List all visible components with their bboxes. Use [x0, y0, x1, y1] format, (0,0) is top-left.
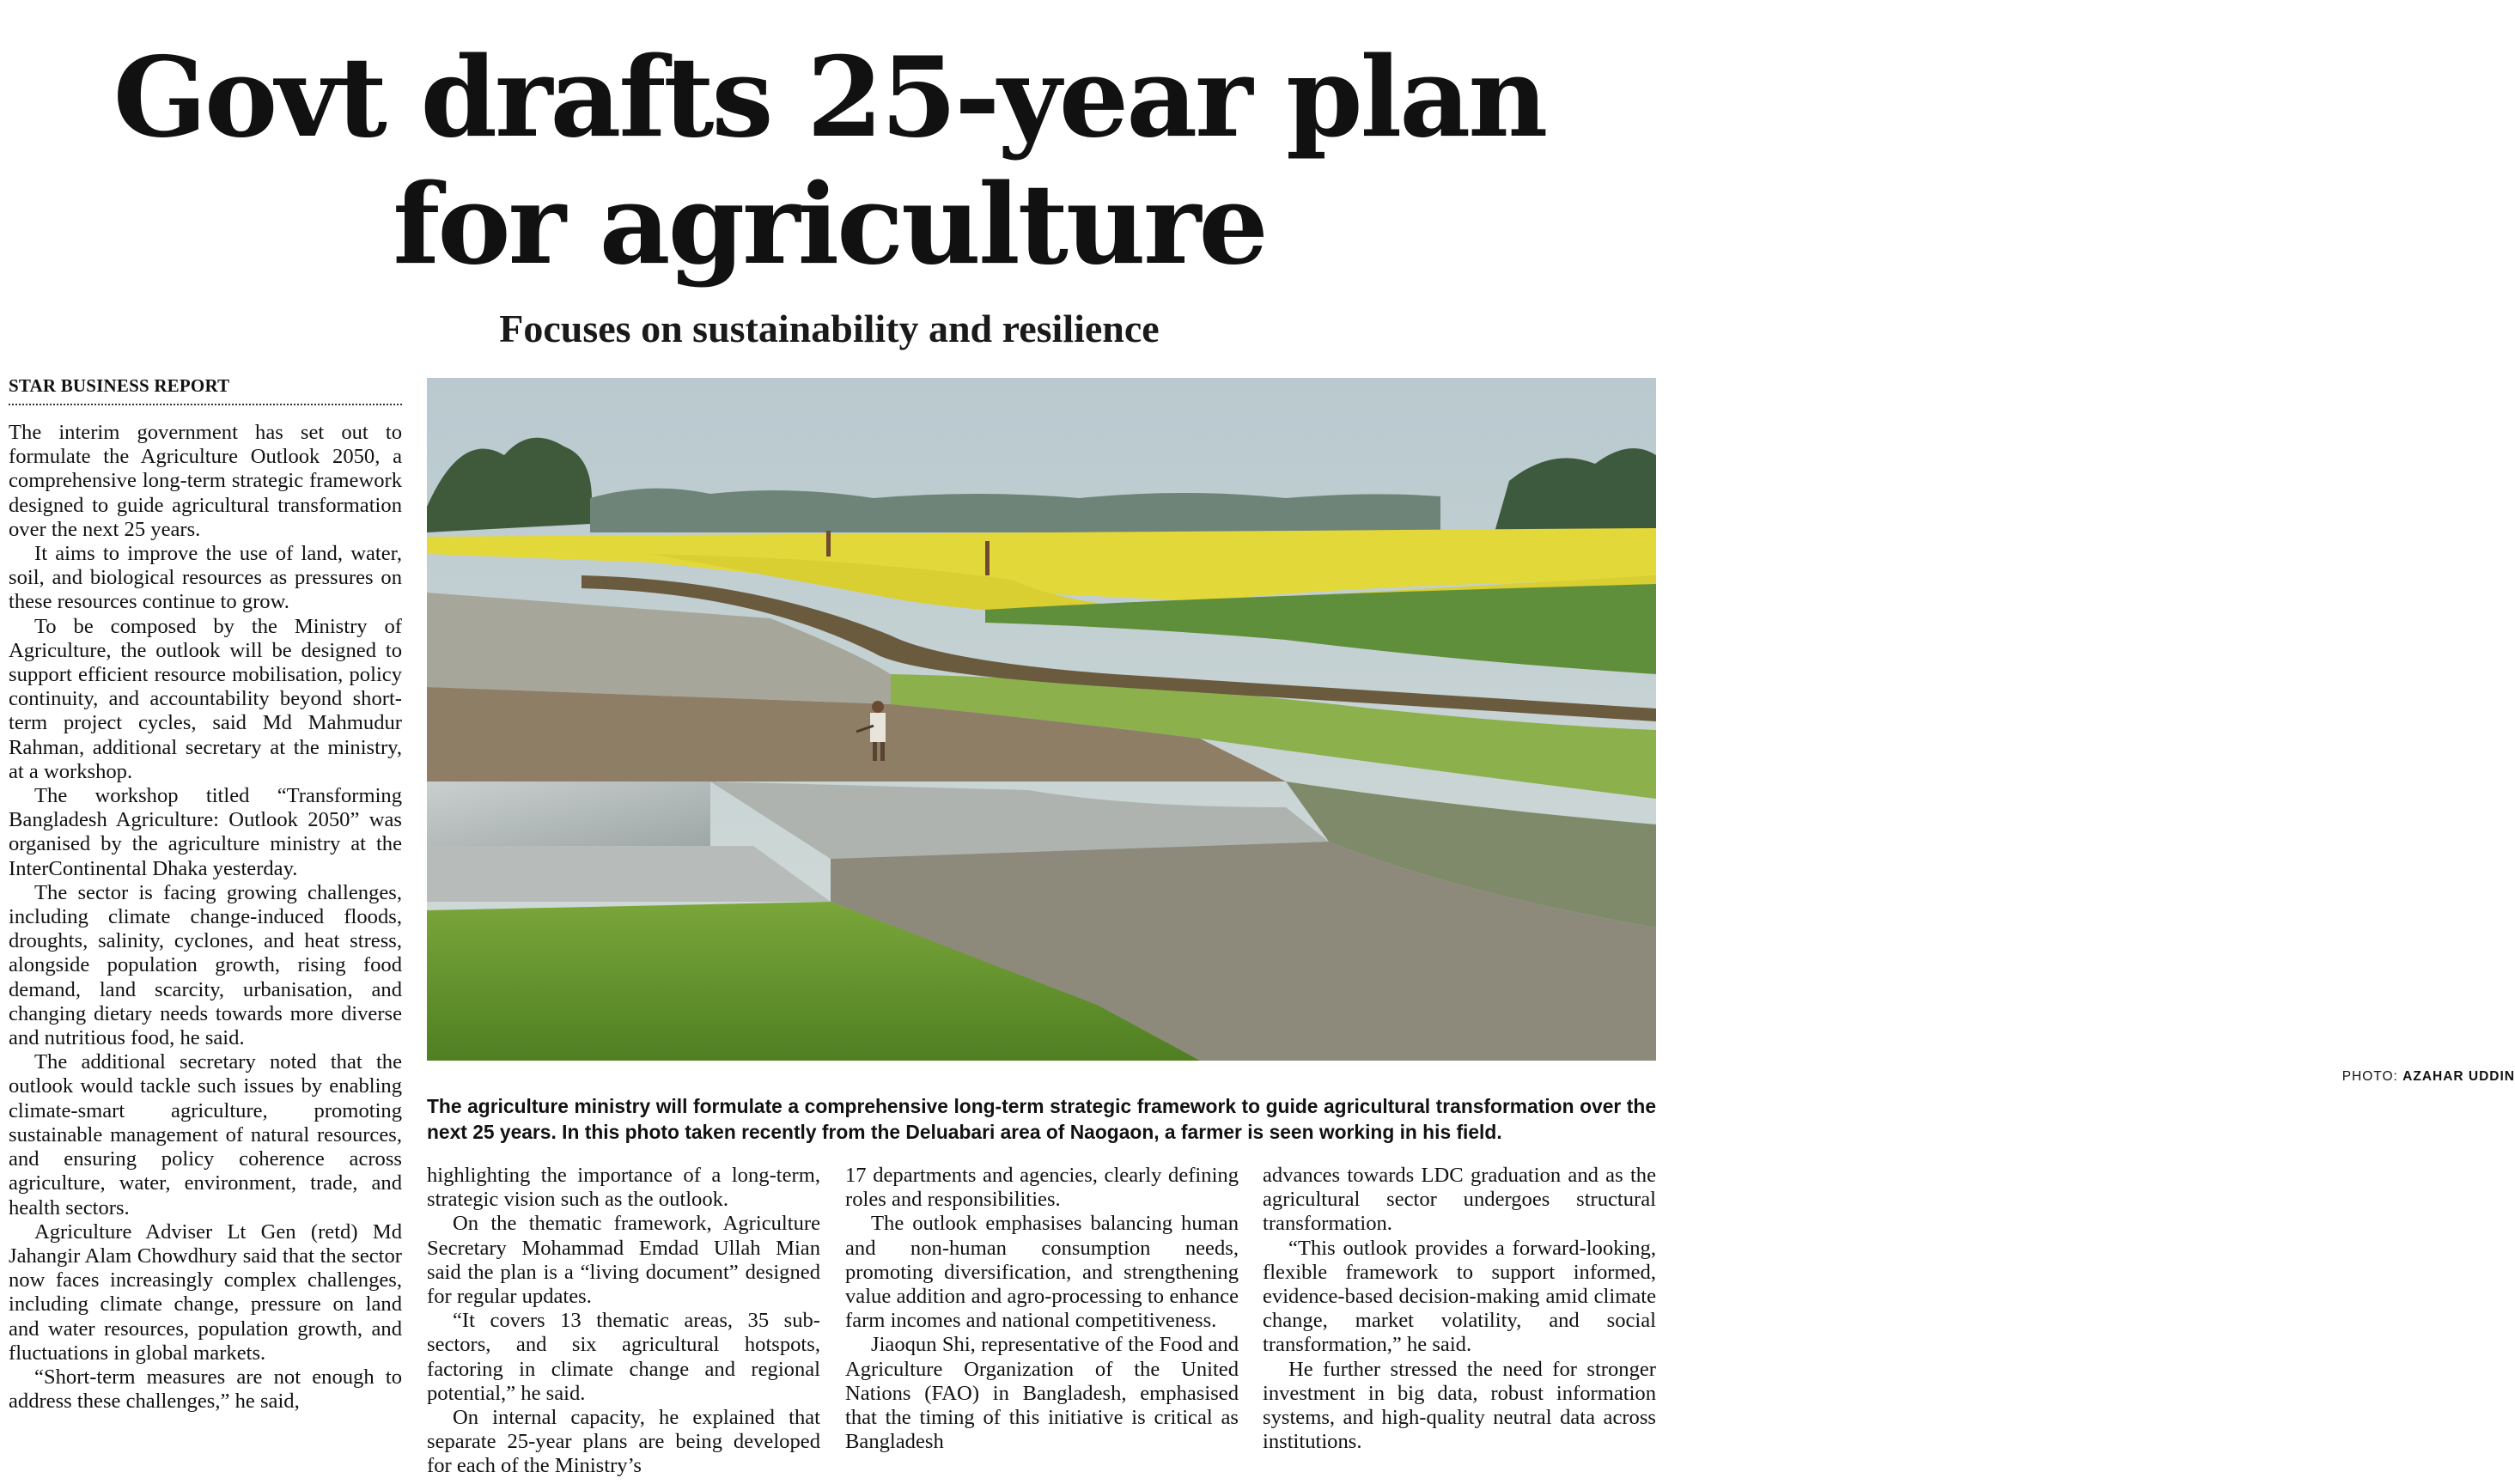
headline — [0, 34, 1659, 289]
paragraph: 17 departments and agencies, clearly defining roles and responsibilities. — [845, 1164, 1239, 1212]
paragraph: The interim government has set out to formulate the Agriculture Outlook 2050, a comprehensive long-term strategic framework designed to guide agricultural transformation over the next 25 years. — [9, 421, 402, 541]
paragraph: On the thematic framework, Agriculture Secretary Mohammad Emdad Ullah Mian said the plan is a “living document” designed for regular updates. — [427, 1212, 820, 1309]
paragraph: “This outlook provides a forward-looking, flexible framework to support informed, evidence-based decision-making amid climate change, market volatility, and social transformation,” he said. — [1263, 1236, 1656, 1357]
article-column-1 — [9, 421, 402, 1475]
photo-caption: The agriculture ministry will formulate a comprehensive long-term strategic framework to guide agricultural transformation over the next 25 years. In this photo taken recently from the Deluabari area of Naogaon, a farmer is seen working in his field. — [427, 1095, 1656, 1143]
paragraph: Agriculture Adviser Lt Gen (retd) Md Jahangir Alam Chowdhury said that the sector now faces increasingly complex challenges, including climate change, pressure on land and water resources, population growth, and fluctuations in global markets. — [9, 1219, 402, 1365]
paragraph: To be composed by the Ministry of Agriculture, the outlook will be designed to support efficient resource mobilisation, policy continuity, and accountability beyond short-term project cycles, said Md Mahmudur Rahman, additional secretary at the ministry, at a workshop. — [9, 614, 402, 783]
article-column-4 — [1263, 1164, 1656, 1477]
paragraph: He further stressed the need for stronger investment in big data, robust information systems, and high-quality neutral data across institutions. — [1263, 1357, 1656, 1454]
article-photo — [427, 378, 1656, 1061]
paragraph: “Short-term measures are not enough to address these challenges,” he said, — [9, 1365, 402, 1414]
paragraph: “It covers 13 thematic areas, 35 sub-sectors, and six agricultural hotspots, factoring in climate change and regional potential,” he said. — [427, 1309, 820, 1405]
photo-credit — [1288, 1069, 2515, 1085]
paragraph: The outlook emphasises balancing human and non-human consumption needs, promoting diversification, and strengthening value addition and agro-processing to enhance farm incomes and national competitiveness. — [845, 1212, 1239, 1333]
paragraph: advances towards LDC graduation and as the agricultural sector undergoes structural transformation. — [1263, 1164, 1656, 1236]
paragraph: The additional secretary noted that the outlook would tackle such issues by enabling climate-smart agriculture, promoting sustainable management of natural resources, and ensuring policy coherence across agriculture, water, environment, trade, and health sectors. — [9, 1050, 402, 1219]
paragraph: The sector is facing growing challenges, including climate change-induced floods, droughts, salinity, cyclones, and heat stress, alongside population growth, rising food demand, land scarcity, urbanisation, and changing dietary needs towards more diverse and nutritious food, he said. — [9, 880, 402, 1050]
headline-line-1: Govt drafts 25-year plan — [113, 33, 1546, 162]
paragraph: On internal capacity, he explained that separate 25-year plans are being developed for each of the Ministry’s — [427, 1406, 820, 1478]
photo-credit-label: PHOTO: — [2341, 1069, 2398, 1084]
headline-line-2: for agriculture — [393, 161, 1266, 289]
article-column-3 — [845, 1164, 1239, 1477]
paragraph: It aims to improve the use of land, water, soil, and biological resources as pressures on these resources continue to grow. — [9, 542, 402, 614]
paragraph: The workshop titled “Transforming Bangladesh Agriculture: Outlook 2050” was organised by the agriculture ministry at the InterContinental Dhaka yesterday. — [9, 784, 402, 880]
subheadline: Focuses on sustainability and resilience — [499, 307, 1160, 350]
paragraph: Jiaoqun Shi, representative of the Food and Agriculture Organization of the United Nations (FAO) in Bangladesh, emphasised that the timing of this initiative is critical as Bangladesh — [845, 1333, 1239, 1454]
byline: STAR BUSINESS REPORT — [9, 375, 402, 405]
paragraph: highlighting the importance of a long-term, strategic vision such as the outlook. — [427, 1164, 820, 1212]
photo-credit-name: AZAHAR UDDIN — [2402, 1069, 2515, 1084]
article-column-2 — [427, 1164, 820, 1477]
